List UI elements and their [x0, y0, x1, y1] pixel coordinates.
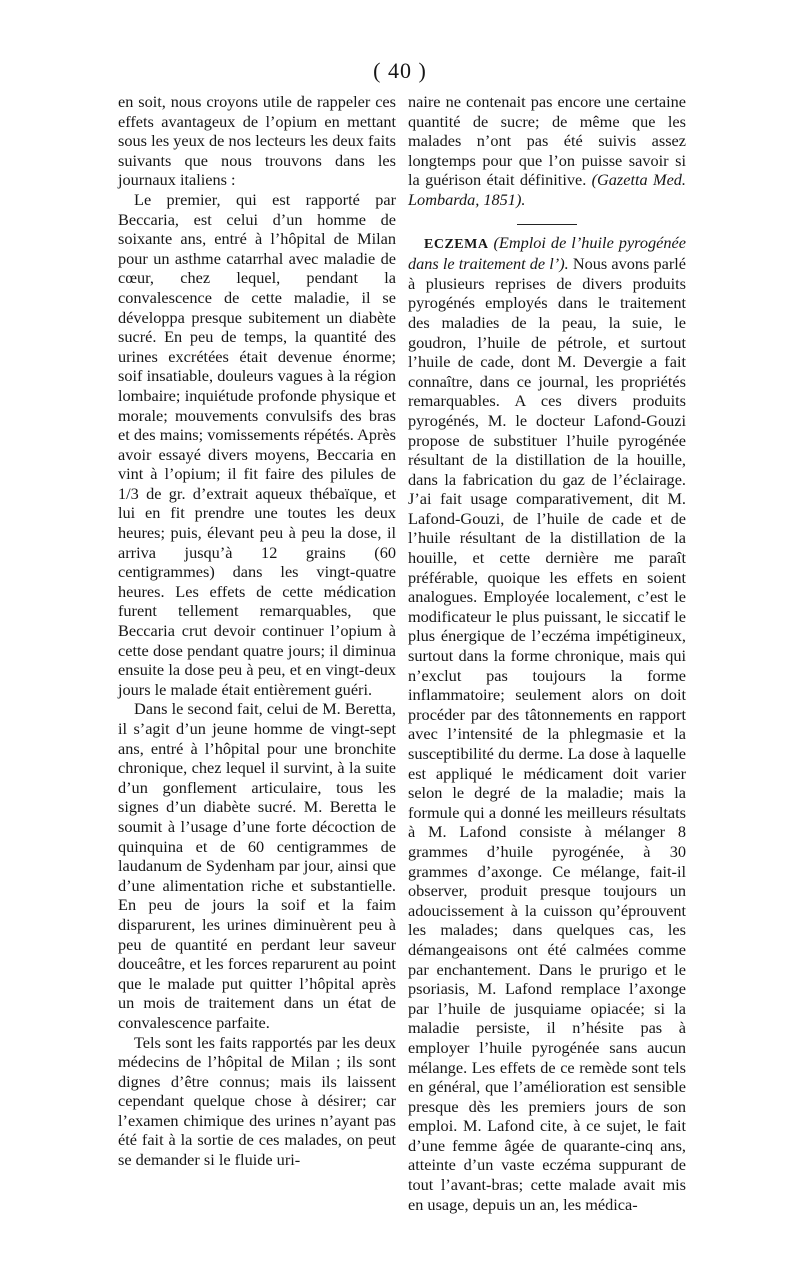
article-eczema	[408, 233, 686, 1215]
paragraph-intro: en soit, nous croyons utile de rappeler ces effets avantageux de l’opium en mettant sous les yeux de nos lecteurs les deux faits suivants que nous trouvons dans les journaux italiens :	[118, 92, 396, 190]
article-heading: ECZEMA	[424, 236, 489, 252]
section-divider	[517, 224, 577, 225]
page-number: ( 40 )	[373, 58, 427, 83]
paragraph-first-case: Le premier, qui est rapporté par Beccaria, est celui d’un homme de soixante ans, entré à l’hôpital de Milan pour un asthme catarrhal avec maladie de cœur, chez lequel, pendant la convalescence de cette maladie, il se développa presque subitement un diabète sucré. En peu de temps, la quantité des urines excrétées était devenue énorme; soif insatiable, douleurs vagues à la région lombaire; inquiétude profonde physique et morale; mouvements convulsifs des bras et des mains; vomissements répétés. Après avoir essayé divers moyens, Beccaria en vint à l’opium; il fit faire des pilules de 1/3 de gr. d’extrait aqueux thébaïque, et lui en fit prendre une toutes les deux heures; puis, élevant peu à peu la dose, il arriva jusqu’à 12 grains (60 centigrammes) dans les vingt-quatre heures. Les effets de cette médication furent tellement remarquables, que Beccaria crut devoir continuer l’opium à cette dose pendant quatre jours; il diminua ensuite la dose peu à peu, et en vingt-deux jours le malade était entièrement guéri.	[118, 189, 396, 699]
citation: (Gazetta Med. Lombarda, 1851).	[408, 170, 687, 209]
paragraph-continuation	[408, 92, 686, 210]
article-body: Nous avons parlé à plusieurs reprises de divers produits pyrogénés employés dans le traitement des maladies de la peau, la suie, le goudron, l’huile de pétrole, et surtout l’huile de cade, dont M. Devergie a fait connaître, dans ce journal, les propriétés remarquables. A ces divers produits pyrogénés, M. le docteur Lafond-Gouzi propose de substituer l’huile pyrogénée résultant de la distillation de la houille, dans la fabrication du gaz de l’éclairage. J’ai fait usage comparativement, dit M. Lafond-Gouzi, de l’huile de cade et de l’huile résultant de la distillation de la houille, et cette dernière me paraît préférable, quoique les effets en soient analogues. Employée localement, c’est le modificateur le plus puissant, le siccatif le plus énergique de l’eczéma impétigineux, surtout dans la forme chronique, mais qui n’exclut pas toujours la forme inflammatoire; seulement alors on doit procéder par des tâtonnements en rapport avec l’intensité de la phlegmasie et la susceptibilité du derme. La dose à laquelle est appliqué le médicament doit varier selon le degré de la maladie; mais la formule qui a donné les meilleurs résultats à M. Lafond consiste à mélanger 8 grammes d’huile pyrogénée, à 30 grammes d’axonge. Ce mélange, fait-il observer, produit presque toujours un adoucissement à la cuisson qu’éprouvent les malades; dans quelques cas, les démangeaisons ont été calmées comme par enchantement. Dans le prurigo et le psoriasis, M. Lafond remplace l’axonge par l’huile de jusquiame opiacée; si la maladie persiste, il n’hésite pas à employer l’huile pyrogénée sans aucun mélange. Les effets de ce remède sont tels en général, que l’amélioration est sensible presque dès les premiers jours de son emploi. M. Lafond cite, à ce sujet, le fait d’une femme âgée de quarante-cinq ans, atteinte d’un vaste eczéma suppurant de tout l’avant-bras; cette malade avait mis en usage, depuis un an, les médica-	[408, 254, 687, 1214]
left-column	[118, 92, 396, 1170]
paragraph-second-case: Dans le second fait, celui de M. Beretta, il s’agit d’un jeune homme de vingt-sept ans, entré à l’hôpital pour une bronchite chronique, chez lequel il survint, à la suite d’un gonflement articulaire, tous les signes d’un diabète sucré. M. Beretta le soumit à l’usage d’une forte décoction de quinquina et de 60 centigrammes de laudanum de Sydenham par jour, ainsi que d’une alimentation riche et substantielle. En peu de jours la soif et la faim disparurent, les urines diminuèrent peu à peu de quantité en perdant leur saveur douceâtre, et les forces reparurent au point que le malade put quitter l’hôpital après un mois de traitement dans un état de convalescence parfaite.	[118, 699, 396, 1032]
right-column	[408, 92, 686, 1214]
paragraph-conclusion: Tels sont les faits rapportés par les deux médecins de l’hôpital de Milan ; ils sont dignes d’être connus; mais ils laissent cependant quelque chose à désirer; car l’examen chimique des urines n’ayant pas été fait à la sortie de ces malades, on peut se demander si le fluide uri-	[118, 1032, 396, 1170]
continuation-text: naire ne contenait pas encore une certaine quantité de sucre; de même que les malades n’ont pas été suivis assez longtemps pour que l’on puisse savoir si la guérison était définitive.	[408, 92, 686, 190]
article-subtitle: (Emploi de l’huile pyrogénée dans le traitement de l’).	[408, 232, 686, 274]
